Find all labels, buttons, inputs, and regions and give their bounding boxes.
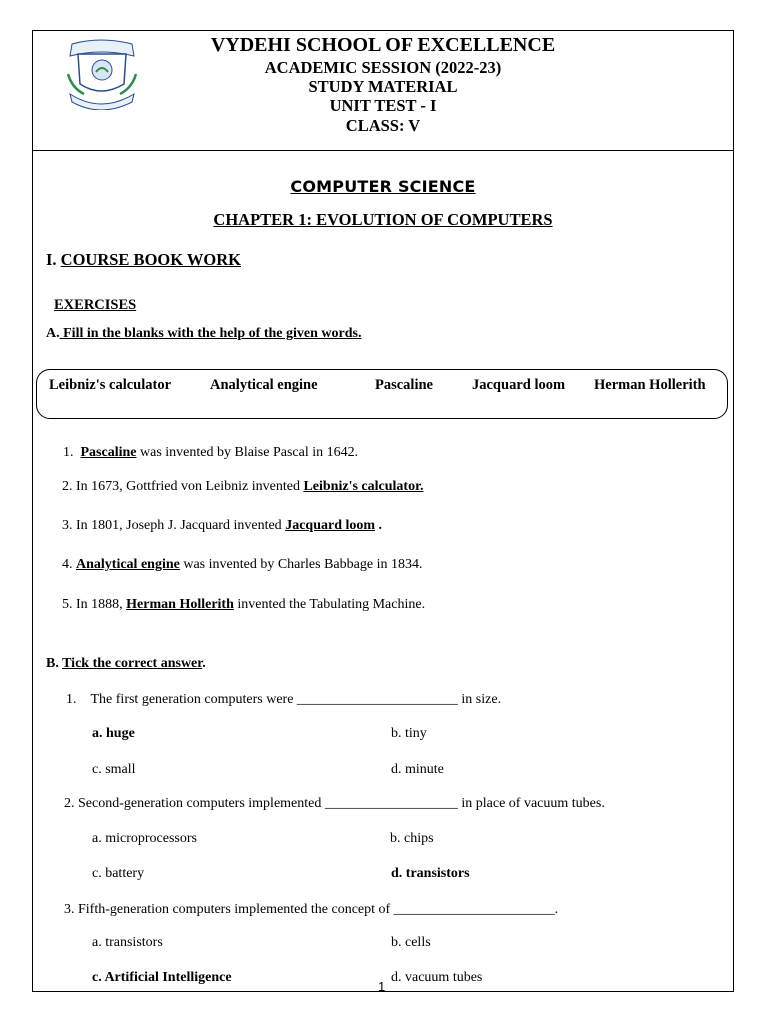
item-number: 1. bbox=[63, 445, 74, 460]
answer: Jacquard loom bbox=[285, 518, 376, 533]
mcq-option: d. vacuum tubes bbox=[391, 970, 483, 985]
item-number: 4. bbox=[62, 557, 73, 572]
answer: Leibniz's calculator. bbox=[303, 479, 424, 494]
part-a-instruction: Fill in the blanks with the help of the given words. bbox=[59, 326, 362, 341]
header-divider bbox=[32, 150, 734, 151]
part-b-instruction: Tick the correct answer bbox=[62, 656, 203, 671]
answer: Pascaline bbox=[80, 445, 137, 460]
chapter-title-text: CHAPTER 1: EVOLUTION OF COMPUTERS bbox=[213, 210, 553, 229]
school-name: VYDEHI SCHOOL OF EXCELLENCE bbox=[210, 34, 556, 56]
exercises-label: EXERCISES bbox=[54, 297, 137, 313]
mcq-option: c. small bbox=[92, 762, 136, 777]
answer: Analytical engine bbox=[76, 557, 180, 572]
mcq-option: c. battery bbox=[92, 866, 145, 881]
page-number: 1 bbox=[378, 979, 386, 994]
mcq-option-correct: c. Artificial Intelligence bbox=[92, 970, 232, 985]
chapter-title bbox=[32, 210, 734, 230]
part-b-heading: B. Tick the correct answer. bbox=[46, 656, 206, 671]
word-bank-item: Leibniz's calculator bbox=[49, 377, 172, 393]
fill-blank-item: 4. Analytical engine was invented by Charles Babbage in 1834. bbox=[62, 557, 423, 572]
mcq-question bbox=[66, 692, 501, 708]
question-number: 1. bbox=[66, 692, 77, 707]
part-a-heading bbox=[46, 326, 361, 342]
mcq-option: d. minute bbox=[391, 762, 444, 777]
fill-blank-item: 5. In 1888, Herman Hollerith invented the Tabulating Machine. bbox=[62, 597, 426, 612]
mcq-option: a. transistors bbox=[92, 935, 163, 950]
word-bank-item: Analytical engine bbox=[210, 377, 318, 393]
section-title: COURSE BOOK WORK bbox=[60, 250, 241, 269]
question-text: The first generation computers were _______________________ in size. bbox=[90, 692, 502, 707]
section-numeral: I. bbox=[46, 250, 57, 269]
fill-blank-item: 2. In 1673, Gottfried von Leibniz invented Leibniz's calculator. bbox=[62, 479, 424, 494]
mcq-option: b. cells bbox=[391, 935, 431, 950]
item-number: 2. bbox=[62, 479, 73, 494]
question-text: Second-generation computers implemented ___________________ in place of vacuum tubes. bbox=[78, 796, 605, 811]
mcq-question bbox=[64, 796, 605, 812]
unit-test-label: UNIT TEST - I bbox=[329, 96, 437, 115]
item-number: 5. bbox=[62, 597, 73, 612]
answer: Herman Hollerith bbox=[126, 597, 234, 612]
question-number: 2. bbox=[64, 796, 75, 811]
mcq-question bbox=[64, 902, 558, 918]
word-bank-item: Jacquard loom bbox=[472, 377, 566, 393]
mcq-option: b. tiny bbox=[391, 726, 427, 741]
mcq-option: a. microprocessors bbox=[92, 831, 197, 846]
part-b-letter: B. bbox=[46, 656, 59, 671]
part-a-letter: A. bbox=[46, 326, 60, 341]
item-number: 3. bbox=[62, 518, 73, 533]
fill-blank-item: 1. Pascaline was invented by Blaise Pascal in 1642. bbox=[63, 445, 359, 460]
study-material-label: STUDY MATERIAL bbox=[308, 77, 458, 96]
subject-title: COMPUTER SCIENCE bbox=[290, 177, 476, 196]
question-number: 3. bbox=[64, 902, 75, 917]
word-bank-item: Herman Hollerith bbox=[594, 377, 706, 393]
word-bank-item: Pascaline bbox=[375, 377, 433, 393]
page-border bbox=[32, 30, 734, 992]
mcq-option-correct: a. huge bbox=[92, 726, 135, 741]
mcq-option: b. chips bbox=[390, 831, 434, 846]
section-heading bbox=[46, 250, 241, 270]
mcq-option-correct: d. transistors bbox=[391, 866, 470, 881]
fill-blank-item: 3. In 1801, Joseph J. Jacquard invented Jacquard loom . bbox=[62, 518, 383, 533]
question-text: Fifth-generation computers implemented the concept of _______________________. bbox=[78, 902, 559, 917]
class-label: CLASS: V bbox=[345, 116, 421, 135]
academic-session: ACADEMIC SESSION (2022-23) bbox=[264, 58, 502, 77]
